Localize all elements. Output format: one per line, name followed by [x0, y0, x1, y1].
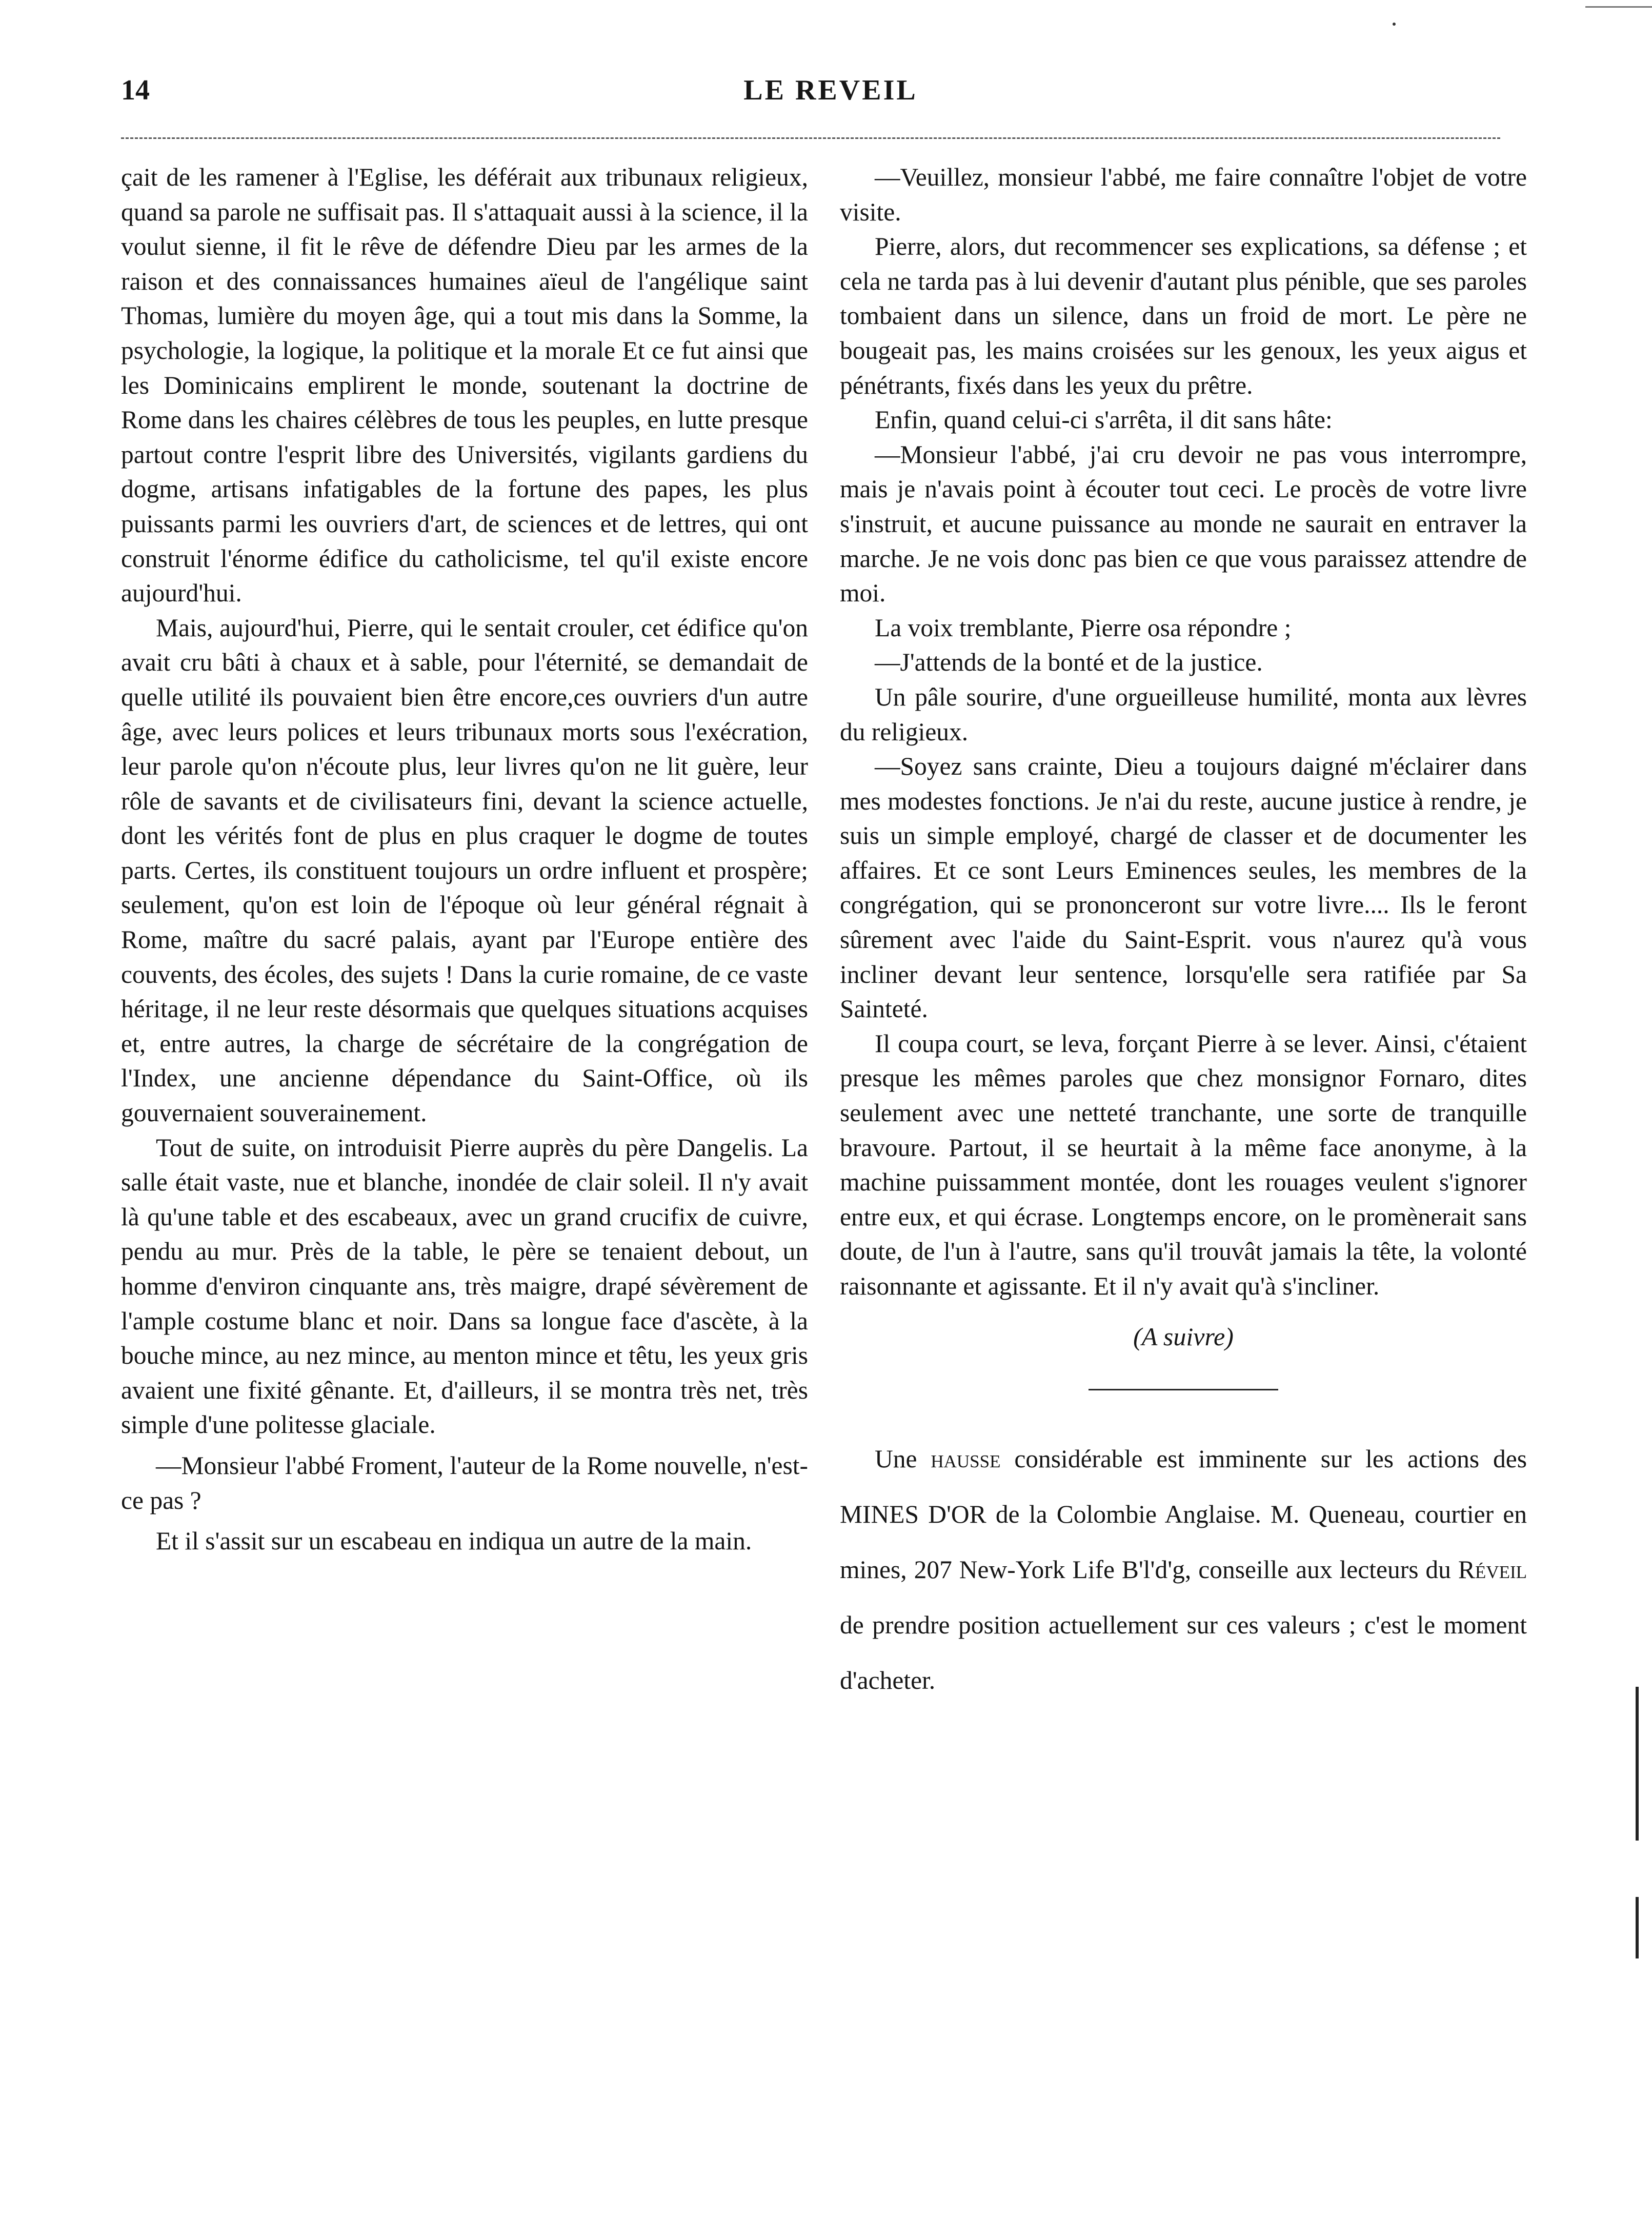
notice-text: de prendre position actuellement sur ces valeurs ; c'est le moment d'acheter.: [840, 1610, 1527, 1694]
paragraph: —Monsieur l'abbé Froment, l'auteur de la Rome nouvelle, n'est-ce pas ?: [121, 1451, 808, 1514]
right-column: [840, 160, 1527, 1708]
advertisement-notice: [840, 1431, 1527, 1708]
running-title: LE REVEIL: [743, 74, 918, 106]
corner-rule: [1585, 6, 1652, 8]
left-column: [121, 160, 808, 1559]
paragraph: çait de les ramener à l'Eglise, les déférait aux tribunaux religieux, quand sa parole ne suffisait pas. Il s'attaquait aussi à la science, il la voulut sienne, il fit le rêve de défendre Dieu par les armes de la raison et des connaissances humaines aïeul de l'angélique saint Thomas, lumière du moyen âge, qui a tout mis dans la Somme, la psychologie, la logique, la politique et la morale Et ce fut ainsi que les Dominicains emplirent le monde, soutenant la doctrine de Rome dans les chaires célèbres de tous les peuples, en lutte presque partout contre l'esprit libre des Universités, vigilants gardiens du dogme, artisans infatigables de la fortune des papes, les plus puissants parmi les ouvriers d'art, de sciences et de lettres, qui ont construit l'énorme édifice du catholicisme, tel qu'il existe encore aujourd'hui.: [121, 163, 808, 608]
notice-newspaper-name: Réveil: [1458, 1555, 1527, 1584]
paragraph: Tout de suite, on introduisit Pierre auprès du père Dangelis. La salle était vaste, nue et blanche, inondée de clair soleil. Il n'y avait là qu'une table et des escabeaux, avec un grand crucifix de cuivre, pendu au mur. Près de la table, le père se tenaient debout, un homme d'environ cinquante ans, très maigre, drapé sévèrement de l'ample costume blanc et noir. Dans sa longue face d'ascète, à la bouche mince, au nez mince, au menton mince et têtu, les yeux gris avaient une fixité gênante. Et, d'ailleurs, il se montra très net, très simple d'une politesse glaciale.: [121, 1133, 808, 1439]
margin-mark: [1636, 1687, 1639, 1841]
notice-emphasis: hausse: [931, 1444, 1001, 1473]
paragraph: —Soyez sans crainte, Dieu a toujours daigné m'éclairer dans mes modestes fonctions. Je n'ai du reste, aucune justice à rendre, je suis un simple employé, chargé de classer et de documenter les affaires. Et ce sont Leurs Eminences seules, les membres de la congrégation, qui se prononceront sur votre livre.... Ils le feront sûrement avec l'aide du Saint-Esprit. vous n'aurez qu'à vous incliner devant leur sentence, lorsqu'elle sera ratifiée par Sa Sainteté.: [840, 752, 1527, 1023]
paragraph: La voix tremblante, Pierre osa répondre ;: [875, 613, 1292, 642]
paragraph: —Monsieur l'abbé, j'ai cru devoir ne pas vous interrompre, mais je n'avais point à écouter tout ceci. Le procès de votre livre s'instruit, et aucune puissance au monde ne saurait en entraver la marche. Je ne vois donc pas bien ce que vous paraissez attendre de moi.: [840, 440, 1527, 608]
paragraph: —Veuillez, monsieur l'abbé, me faire connaître l'objet de votre visite.: [840, 163, 1527, 226]
to-be-continued: (A suivre): [1133, 1322, 1234, 1351]
notice-text: considérable est imminente sur les actions des MINES D'OR de la Colombie Anglaise. M. Queneau, courtier en mines, 207 New-York Life B'l'd'g, conseille aux lecteurs du: [840, 1444, 1527, 1584]
paragraph: Enfin, quand celui-ci s'arrêta, il dit sans hâte:: [875, 406, 1333, 434]
page-number: 14: [121, 74, 150, 106]
header-rule: [121, 137, 1500, 139]
section-rule: [1089, 1389, 1278, 1390]
paragraph: Il coupa court, se leva, forçant Pierre à se lever. Ainsi, c'étaient presque les mêmes paroles que chez monsignor Fornaro, dites seulement avec une netteté tranchante, une sorte de tranquille bravoure. Partout, il se heurtait à la même face anonyme, à la machine puissamment montée, dont les rouages veulent s'ignorer entre eux, et qui écrase. Longtemps encore, on le promènerait sans doute, de l'un à l'autre, sans qu'il trouvât jamais la tête, la volonté raisonnante et agissante. Et il n'y avait qu'à s'incliner.: [840, 1029, 1527, 1300]
paragraph: Mais, aujourd'hui, Pierre, qui le sentait crouler, cet édifice qu'on avait cru bâti à chaux et à sable, pour l'éternité, se demandait de quelle utilité ils pouvaient bien être encore,ces ouvriers d'un autre âge, avec leurs polices et leurs tribunaux morts sous l'exécration, leur parole qu'on n'écoute plus, leur livres qu'on ne lit guère, leur rôle de savants et de civilisateurs fini, devant la science actuelle, dont les vérités font de plus en plus craquer le dogme de toutes parts. Certes, ils constituent toujours un ordre influent et prospère; seulement, qu'on est loin de l'époque où leur général régnait à Rome, maître du sacré palais, ayant par l'Europe entière des couvents, des écoles, des sujets ! Dans la curie romaine, de ce vaste héritage, il ne leur reste désormais que quelques situations acquises et, entre autres, la charge de sécrétaire de la congrégation de l'Index, une ancienne dépendance du Saint-Office, où ils gouvernaient souverainement.: [121, 613, 808, 1127]
margin-mark: [1636, 1897, 1639, 1958]
notice-text: Une: [875, 1444, 931, 1473]
paragraph: —J'attends de la bonté et de la justice.: [875, 648, 1263, 677]
ink-speck: [1393, 23, 1396, 26]
paragraph: Pierre, alors, dut recommencer ses explications, sa défense ; et cela ne tarda pas à lui devenir d'autant plus pénible, que ses paroles tombaient dans un silence, dans un froid de mort. Le père ne bougeait pas, les mains croisées sur les genoux, les yeux aigus et pénétrants, fixés dans les yeux du prêtre.: [840, 232, 1527, 399]
paragraph: Un pâle sourire, d'une orgueilleuse humilité, monta aux lèvres du religieux.: [840, 682, 1527, 746]
paragraph: Et il s'assit sur un escabeau en indiqua un autre de la main.: [156, 1527, 752, 1556]
